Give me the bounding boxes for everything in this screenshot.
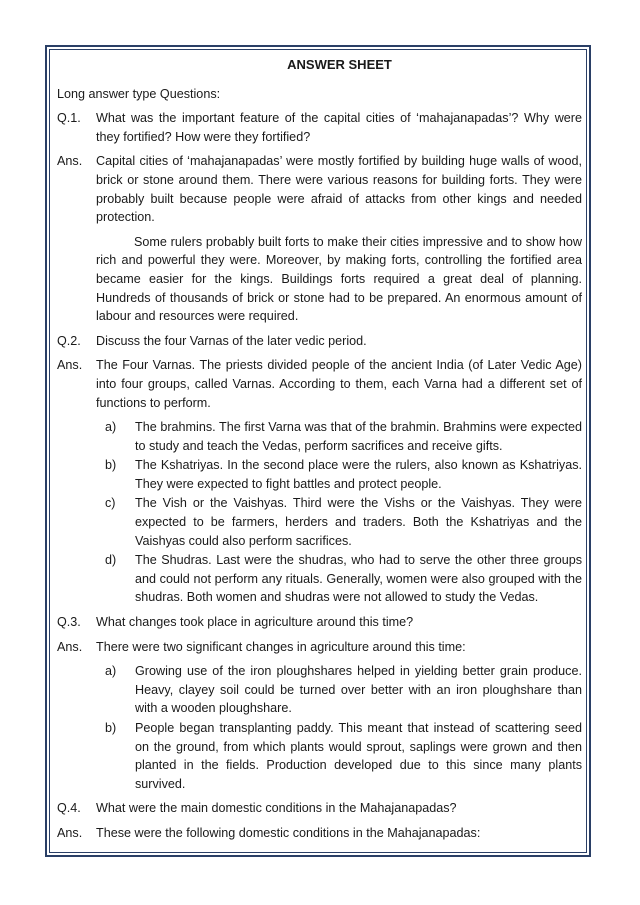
question-text: Discuss the four Varnas of the later vedic period. xyxy=(96,333,367,348)
list-marker: c) xyxy=(105,496,116,511)
question-label: Q.3. xyxy=(57,615,81,630)
list-item-text: The Shudras. Last were the shudras, who had to serve the other three groups and could not perform any rituals. Generally, women were also grouped with the shudras. Both women and shudras were not allowed to study the Vedas. xyxy=(135,553,582,605)
answer-1-paragraph-2: Some rulers probably built forts to make their cities impressive and to show how rich and powerful they were. Moreover, by making forts, controlling the fortified area became easier for the kings. Buildings forts required a great deal of planning. Hundreds of thousands of brick or stone had to be prepared. An enormous amount of labour and resources were required. xyxy=(96,234,582,324)
question-2 xyxy=(57,332,582,351)
list-item xyxy=(96,662,582,718)
list-item xyxy=(96,418,582,455)
question-4 xyxy=(57,799,582,818)
answer-label: Ans. xyxy=(57,639,83,654)
question-label: Q.1. xyxy=(57,111,81,126)
list-marker: d) xyxy=(105,553,117,568)
answer-text: There were two significant changes in agriculture around this time: xyxy=(96,639,466,654)
question-3 xyxy=(57,613,582,632)
section-heading: Long answer type Questions: xyxy=(57,86,221,101)
answer-sheet-content xyxy=(57,56,582,849)
question-1 xyxy=(57,109,582,146)
list-item-text: The Kshatriyas. In the second place were the rulers, also known as Kshatriyas. They were expected to fight battles and protect people. xyxy=(135,458,582,491)
answer-label: Ans. xyxy=(57,825,83,840)
agriculture-list xyxy=(96,662,582,793)
question-text: What were the main domestic conditions in the Mahajanapadas? xyxy=(96,801,457,816)
answer-1 xyxy=(57,152,582,226)
list-item-text: Growing use of the iron ploughshares helped in yielding better grain produce. Heavy, clayey soil could be turned over better with an iron ploughshare than with a wooden ploughshare. xyxy=(135,664,582,716)
answer-2 xyxy=(57,356,582,412)
list-item-text: The Vish or the Vaishyas. Third were the Vishs or the Vaishyas. They were expected to be farmers, herders and traders. Both the Kshatriyas and the Vaishyas could also perform sacrifices. xyxy=(135,496,582,548)
page-title: ANSWER SHEET xyxy=(287,57,392,72)
question-text: What changes took place in agriculture around this time? xyxy=(96,615,414,630)
list-item xyxy=(96,494,582,550)
question-label: Q.2. xyxy=(57,333,81,348)
list-item xyxy=(96,551,582,607)
answer-3 xyxy=(57,638,582,657)
list-marker: a) xyxy=(105,664,117,679)
answer-text: The Four Varnas. The priests divided people of the ancient India (of Later Vedic Age) into four groups, called Varnas. According to them, each Varna had a different set of functions to perform. xyxy=(96,358,582,410)
question-label: Q.4. xyxy=(57,801,81,816)
answer-label: Ans. xyxy=(57,154,83,169)
list-item-text: People began transplanting paddy. This meant that instead of scattering seed on the ground, from which plants would sprout, saplings were grown and then planted in the fields. Production developed due to this since many plants survived. xyxy=(135,721,582,791)
list-marker: a) xyxy=(105,420,117,435)
list-item-text: The brahmins. The first Varna was that of the brahmin. Brahmins were expected to study and teach the Vedas, perform sacrifices and receive gifts. xyxy=(135,420,582,453)
answer-text: Capital cities of ‘mahajanapadas’ were mostly fortified by building huge walls of wood, brick or stone around them. There were various reasons for building forts. They were probably built because people were afraid of attacks from other kings and needed protection. xyxy=(96,154,582,225)
answer-text: These were the following domestic conditions in the Mahajanapadas: xyxy=(96,825,481,840)
varna-list xyxy=(96,418,582,607)
list-marker: b) xyxy=(105,458,117,473)
list-item xyxy=(96,456,582,493)
question-text: What was the important feature of the capital cities of ‘mahajanapadas’? Why were they fortified? How were they fortified? xyxy=(96,111,582,144)
answer-4 xyxy=(57,824,582,843)
list-marker: b) xyxy=(105,721,117,735)
answer-label: Ans. xyxy=(57,358,83,373)
list-item xyxy=(96,719,582,793)
